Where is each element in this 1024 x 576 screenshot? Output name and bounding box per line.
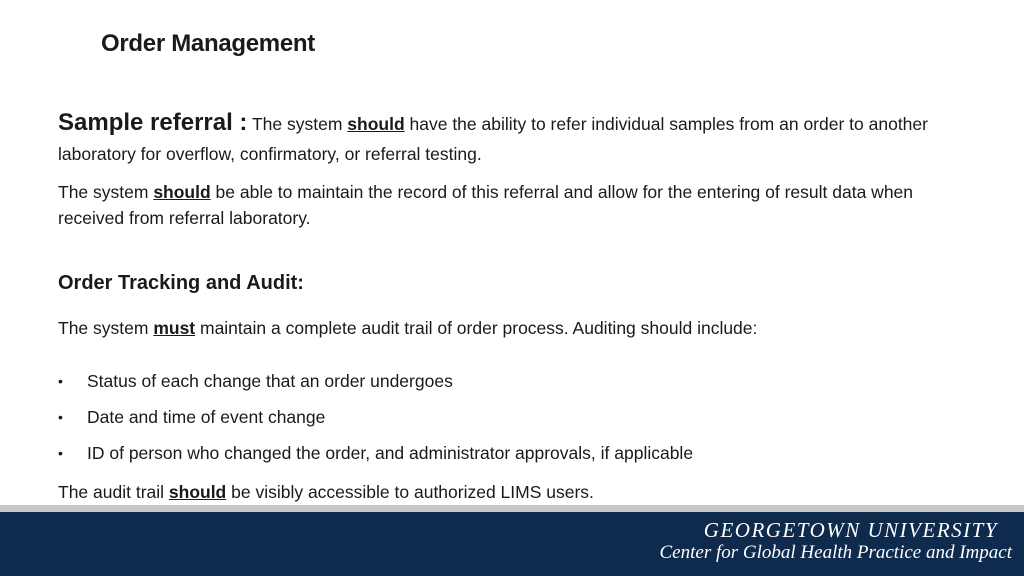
referral-record-paragraph — [58, 179, 958, 231]
referral-text-1b: have the ability to refer individual samples from an order to another laboratory for overflow, confirmatory, or referral testing. — [58, 114, 928, 164]
list-item — [58, 402, 693, 438]
bullet-icon: • — [58, 445, 63, 461]
sample-referral-lead: Sample referral : — [58, 109, 248, 136]
audit-emphasis: must — [153, 318, 196, 338]
referral-text-2b: be able to maintain the record of this referral and allow for the entering of result data when received from referral laboratory. — [58, 182, 914, 228]
referral-text-2a: The system — [58, 182, 154, 202]
list-item-text: Date and time of event change — [87, 407, 326, 427]
bullet-icon: • — [58, 373, 63, 389]
list-item-text: ID of person who changed the order, and administrator approvals, if applicable — [87, 443, 694, 463]
list-item — [58, 366, 693, 402]
audit-closing-paragraph — [58, 478, 594, 506]
footer-divider — [0, 505, 1024, 512]
referral-emphasis-2: should — [153, 182, 211, 202]
referral-emphasis-1: should — [347, 114, 405, 134]
bullet-icon: • — [58, 409, 63, 425]
sample-referral-paragraph — [58, 108, 958, 169]
audit-intro-paragraph — [58, 314, 958, 342]
list-item-text: Status of each change that an order undergoes — [87, 371, 453, 391]
center-name: Center for Global Health Practice and Impact — [659, 542, 1012, 563]
university-name: GEORGETOWN UNIVERSITY — [703, 518, 998, 542]
closing-text-a: The audit trail — [58, 482, 169, 502]
slide-title: Order Management — [101, 30, 315, 57]
order-tracking-heading: Order Tracking and Audit: — [58, 272, 304, 294]
audit-text-b: maintain a complete audit trail of order process. Auditing should include: — [195, 318, 758, 338]
footer-banner — [0, 512, 1024, 576]
closing-text-b: be visibly accessible to authorized LIMS users. — [226, 482, 594, 502]
audit-bullet-list — [58, 366, 693, 474]
audit-text-a: The system — [58, 318, 154, 338]
list-item — [58, 438, 693, 474]
sample-referral-section — [58, 108, 958, 231]
closing-emphasis: should — [168, 482, 227, 502]
referral-text-1a: The system — [247, 114, 348, 134]
